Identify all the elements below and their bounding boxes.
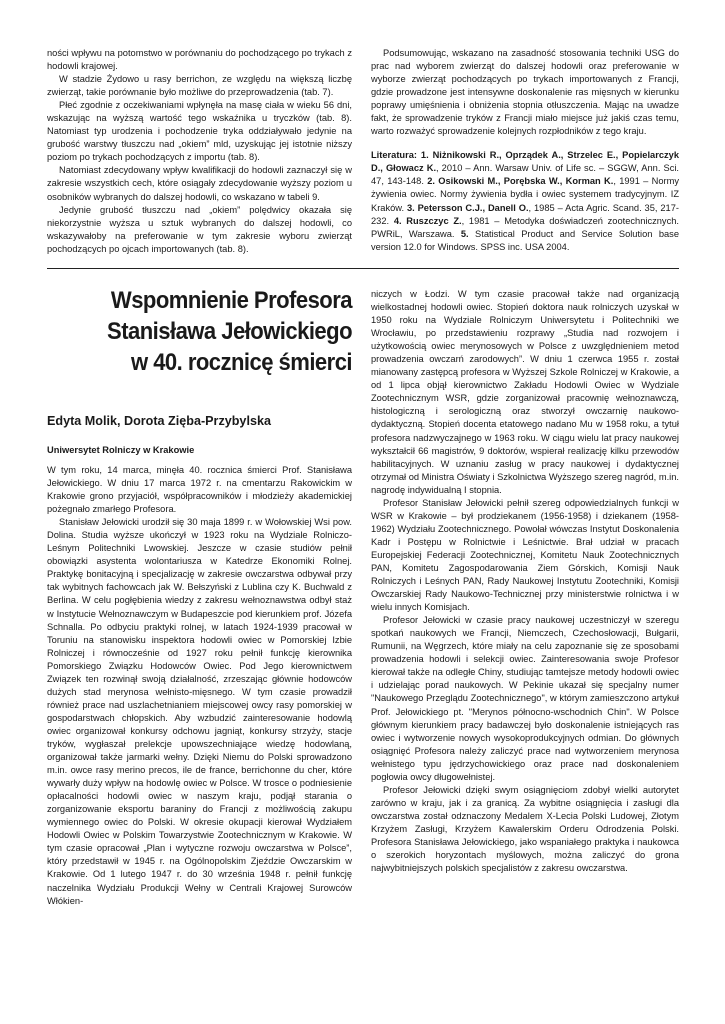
ref-number: 4.	[393, 215, 407, 226]
top-left-column	[47, 47, 352, 256]
ref-details: , 1981 – Metodyka doświadczeń zootechnicznych. PWRiL, Warszawa.	[371, 215, 679, 239]
article-title	[47, 285, 352, 378]
paragraph: ności wpływu na potomstwo w porównaniu do pochodzącego po trykach z hodowli krajowej.	[47, 48, 352, 72]
ref-number: 2.	[427, 176, 439, 187]
paragraph: Jedynie grubość tłuszczu nad „okiem” polędwicy okazała się niekorzystnie wyższa u sztuk wybranych do dalszej hodowli, co wskazywałoby na preferowanie w tym zakresie wyboru zwierząt pochodzących po ojcach importowanych (tab. 8).	[47, 204, 352, 254]
section-divider	[47, 268, 679, 269]
ref-details: , 1991 – Normy żywienia owiec. Normy żywienia bydła i owiec systemem tradycyjnym. IZ Kraków.	[371, 176, 680, 213]
article-authors: Edyta Molik, Dorota Zięba-Przybylska	[47, 414, 271, 428]
paragraph: Natomiast zdecydowany wpływ kwalifikacji do hodowli zaznaczył się w zakresie wszystkich cech, które osiągały zdecydowanie wyższy poziom u osobników wybranych do dalszej hodowli, co wskazano w tabeli 9.	[47, 165, 352, 202]
title-line: Wspomnienie Profesora	[110, 287, 352, 314]
body-left-column	[47, 464, 352, 908]
top-right-column	[371, 47, 679, 254]
paragraph: Podsumowując, wskazano na zasadność stosowania techniki USG do prac nad wyborem zwierząt do dalszej hodowli oraz preferowanie w wyborze zwierząt pochodzących po trykach importowanych z Francji, gdzie prowadzone jest intensywne doskonalenie ras mięsnych w kierunku poprawy umięśnienia i obniżenia stopnia otłuszczenia. Mając na uwadze fakt, że sprowadzenie tryków z Francji miało miejsce już jakiś czas temu, warto rozważyć sprowadzenie kolejnych rozpłodników z tego kraju.	[371, 48, 679, 137]
ref-authors: Osikowski M., Porębska W., Korman K.	[438, 176, 614, 187]
paragraph: W tym roku, 14 marca, minęła 40. rocznica śmierci Prof. Stanisława Jełowickiego. W dniu 17 marca 1972 r. na cmentarzu Rakowickim w Krakowie grono przyjaciół, współpracowników i młodzieży akademickiej pożegnało zmarłego Profesora.	[47, 465, 352, 515]
paragraph: Profesor Jełowicki w czasie pracy naukowej uczestniczył w szeregu spotkań naukowych we Francji, Niemczech, Czechosłowacji, Bułgarii, Rumunii, na Węgrzech, które miały na celu zapoznanie się ze sposobami prowadzenia hodowli i selekcji owiec. Zainteresowania swoje Profesor kierował także na odległe Chiny, studiując tamtejsze metody hodowli owiec i udzielając porad naukowych. W Pekinie ukazał się specjalny numer "Naukowego Przeglądu Zootechnicznego", w którym zamieszczono artykuł Prof. Jełowickiego pt. "Merynos północno-wschodnich Chin". W Polsce głównym kierunkiem pracy badawczej było doskonalenie istniejących ras owiec i wytworzenie nowych wysokoprodukcyjnych odmian. Do głównych osiągnięć Profesora należy zaliczyć prace nad wytworzeniem merynosa wełnistego typu jędrzychowickiego oraz prace nad doskonaleniem pogłowia owcy długowełnistej.	[371, 615, 679, 782]
ref-details: , 2010 – Ann. Warsaw Univ. of Life sc. – SGGW, Ann. Sci. 47, 143-148.	[371, 163, 679, 187]
paragraph: Stanisław Jełowicki urodził się 30 maja 1899 r. w Wołowskiej Wsi pow. Dolina. Studia wyższe ukończył w 1923 roku na Wydziale Rolniczo-Leśnym Politechniki Lwowskiej. Jeszcze w czasie studiów pełnił obowiązki asystenta wolontariusza w Katedrze Ekonomiki Rolnej. Praktykę bonitacyjną i specjalizację w zakresie owczarstwa odbywał przy tak wybitnych fachowcach jak W. Bełszyński z Lublina czy K. Buchwald z Berlina. W celu pogłębienia wiedzy z zakresu wełnoznawstwa odbył staż w Instytucie Wełnoznawczym w Budapeszcie pod kierunkiem prof. Józefa Schnalla. Po odbyciu praktyki rolnej, w latach 1924-1939 pracował w Toruniu na stanowisku inspektora hodowli owiec w Pomorskiej Izbie Rolniczej i równocześnie od 1927 roku pełnił funkcję kierownika Pomorskiego Związku Hodowców Owiec. Pod Jego kierownictwem Związek ten rozwinął swoją działalność, zrzeszając głównie hodowców dużych stad merynosa wełnisto-mięsnego. W tym czasie prowadził również prace nad uszlachetnianiem miejscowej owcy rasy pomorskiej w gospodarstwach chłopskich. Aby wzbudzić zainteresowanie hodowlą owiec organizował konkursy odchowu jagniąt, konkursy strzyży, stacje tryków, wygłaszał prelekcje upowszechniające wiedzę hodowlaną, organizował także jarmarki wełny. Dzięki Niemu do Polski sprowadzono m.in. owce rasy merino precos, ile de france, berrichonne du cher, które wywarły duży wpływ na hodowlę owiec w Polsce. W trosce o podniesienie opłacalności hodowli owiec w naszym kraju, podjął starania o zorganizowanie eksportu baraniny do Francji z możliwością zakupu wymiennego owiec do Polski. W okresie okupacji kierował Wydziałem Hodowli Owiec w Polskim Towarzystwie Zootechnicznym w Krakowie. W tym czasie opracował „Plan i wytyczne rozwoju owczarstwa w Polsce”, który przedstawił w 1945 r. na Ogólnopolskim Zjeździe Owczarskim w Krakowie. Od 1 lutego 1947 r. do 30 września 1948 r. pełnił funkcję naczelnika Wydziału Produkcji Wełny w Centrali Krajowej Surowców Włókien-	[47, 517, 352, 906]
ref-number: 5.	[460, 228, 476, 239]
title-line: w 40. rocznicę śmierci	[131, 349, 352, 376]
author-affiliation: Uniwersytet Rolniczy w Krakowie	[47, 445, 195, 455]
title-line: Stanisława Jełowickiego	[107, 318, 352, 345]
ref-authors: Ruszczyc Z.	[406, 215, 462, 226]
ref-details: , 1985 – Acta Agric. Scand. 35, 217-232.	[371, 202, 679, 226]
paragraph: W stadzie Żydowo u rasy berrichon, ze względu na większą liczbę zwierząt, takie porównanie było możliwe do przeprowadzenia (tab. 7).	[47, 74, 352, 98]
ref-authors: Niżnikowski R., Oprządek A., Strzelec E., Popielarczyk D., Głowacz K.	[371, 150, 679, 174]
references	[371, 149, 679, 253]
references-label: Literatura:	[371, 150, 421, 161]
paragraph: Profesor Stanisław Jełowicki pełnił szereg odpowiedzialnych funkcji w WSR w Krakowie – był prodziekanem (1956-1958) i dziekanem (1958-1962) Wydziału Zootechnicznego. Powołał wówczas Instytut Doskonalenia Kadr i Postępu w Rolnictwie i Leśnictwie. Brał udział w pracach Europejskiej Federacji Zootechnicznej, Komitetu Nauk Zootechnicznych PAN, Komitetu Zagospodarowania Ziem Górskich, Komisji Nauk Rolniczych i Leśnych PAN, Rady Naukowej Instytutu Zootechniki, Komisji Owczarskiej Rady Naukowo-Technicznej przy ministerstwie rolnictwa i w wielu innych Komisjach.	[371, 497, 679, 613]
paragraph: Płeć zgodnie z oczekiwaniami wpłynęła na masę ciała w wieku 56 dni, wskazując na wyższą wartość tego wskaźnika u tryczków (tab. 8). Natomiast typ urodzenia i pochodzenie tryka oddziaływało jedynie na grubość warstwy tłuszczu nad „okiem” mld, uzyskując jej istotnie niższy poziom po trykach pochodzących z importu (tab. 8).	[47, 100, 352, 163]
ref-authors: Petersson C.J., Danell O.	[417, 202, 529, 213]
ref-details: Statistical Product and Service Solution base version 12.0 for Windows. SPSS inc. USA 2004.	[371, 228, 679, 252]
ref-number: 1.	[420, 150, 433, 161]
body-right-column	[371, 288, 679, 875]
paragraph: niczych w Łodzi. W tym czasie pracował także nad organizacją wielkostadnej hodowli owiec. Stopień doktora nauk rolniczych uzyskał w 1950 roku na Wydziale Rolniczym Uniwersytetu i Politechniki we Wrocławiu, po przedstawieniu rozprawy „Studia nad rozwojem i użytkowością owiec merynosowych w Polsce z uwzględnieniem metod prowadzenia owczarń zarodowych”. W dniu 1 czerwca 1955 r. został mianowany zastępcą profesora w Wyższej Szkole Rolniczej w Krakowie, a od 1 lipca objął kierownictwo Zakładu Hodowli Owiec w Wydziale Zootechnicznym WSR, gdzie zorganizował pracownię wełnoznawczą, histologiczną i serologiczną oraz stworzył owczarnię naukowo-dydaktyczną. Stopień docenta etatowego nadano Mu w 1958 roku, a tytuł profesora nadzwyczajnego w 1963 roku. W ciągu wielu lat pracy naukowej wykształcił 66 magistrów, 9 doktorów, wspierał realizację kilku przewodów habilitacyjnych. W uznaniu zasług w pracy naukowej i dydaktycznej otrzymał od Ministra Oświaty i Szkolnictwa Wyższego szereg nagród, m.in. nagrodę indywidualną I stopnia.	[371, 289, 679, 495]
ref-number: 3.	[406, 202, 418, 213]
paragraph: Profesor Jełowicki dzięki swym osiągnięciom zdobył wielki autorytet zarówno w kraju, jak i za granicą. Za wybitne osiągnięcia i zasługi dla owczarstwa został odznaczony Medalem X-Lecia Polski Ludowej, Złotym Krzyżem Zasługi, Krzyżem Kawalerskim Orderu Odrodzenia Polski. Profesora Stanisława Jełowickiego, jako wspaniałego praktyka i naukowca o szerokich horyzontach myślowych, można zaliczyć do grona najwybitniejszych polskich specjalistów z zakresu owczarstwa.	[371, 784, 679, 874]
